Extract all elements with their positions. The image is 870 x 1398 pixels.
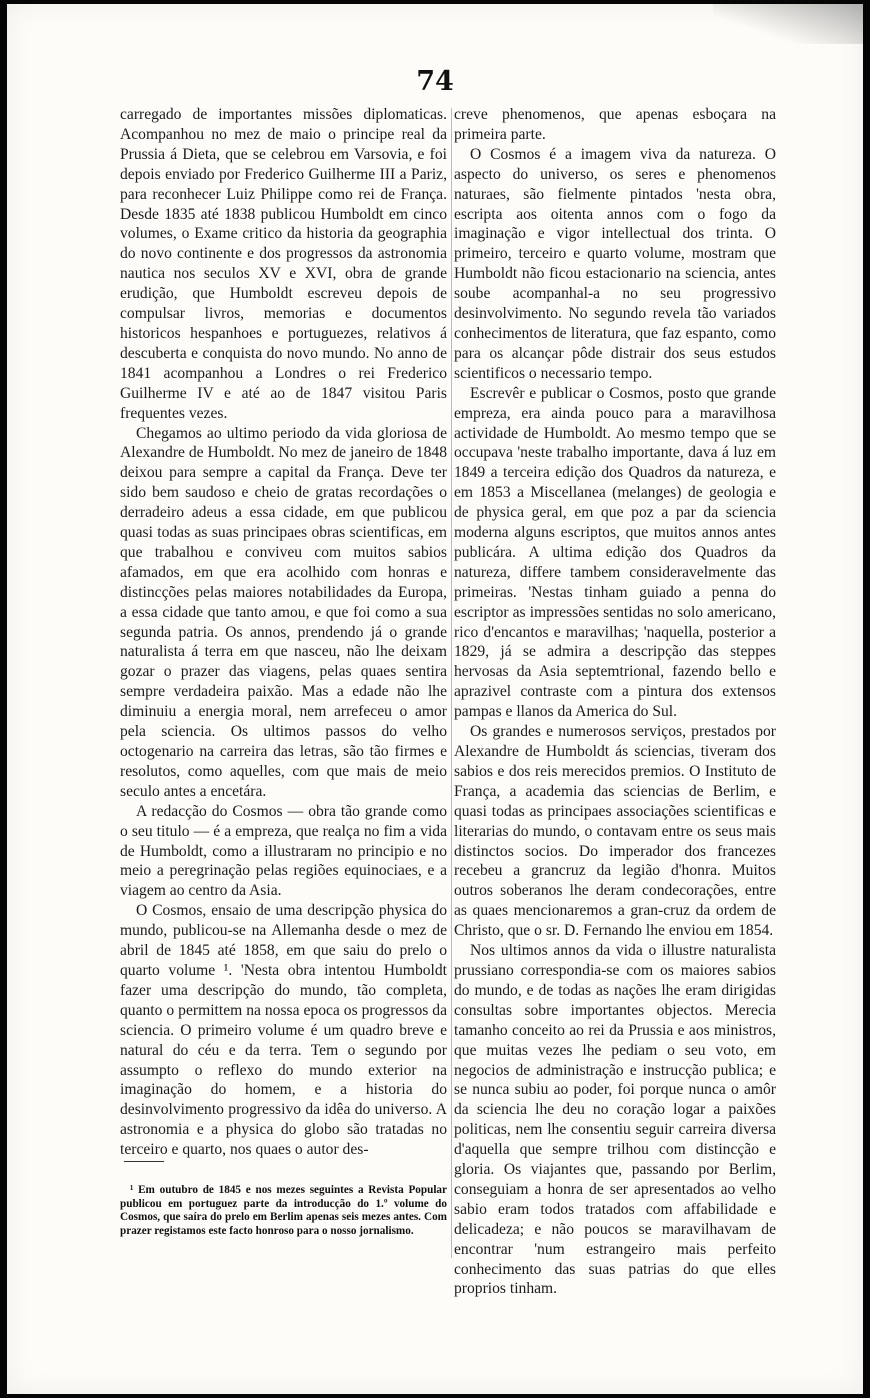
footnote-block (120, 1184, 447, 1238)
paragraph: carregado de importantes missões diplomaticas. Acompanhou no mez de maio o principe real da Prussia á Dieta, que se celebrou em Varsovia, e foi depois enviado por Frederico Guilherme III a Pariz, para reconhecer Luiz Philippe como rei de França. Desde 1835 até 1838 publicou Humboldt em cinco volumes, o Exame critico da historia da geographia do novo continente e dos progressos da astronomia nautica nos seculos XV e XVI, obra de grande erudição, que Humboldt escreveu depois de compulsar livros, memorias e documentos historicos hespanhoes e portuguezes, relativos á descuberta e conquista do novo mundo. No anno de 1841 acompanhou a Londres o rei Frederico Guilherme IV e até ao de 1847 visitou Paris frequentes vezes. (120, 106, 447, 422)
paragraph: Nos ultimos annos da vida o illustre naturalista prussiano correspondia-se com os maiores sabios do mundo, e de todas as nações lhe eram dirigidas consultas sobre importantes objectos. Merecia tamanho conceito ao rei da Prussia e aos ministros, que muitas vezes lhe pediam o seu voto, em negocios de administração e instrucção publica; e se nunca subiu ao poder, foi porque nunca o amôr da sciencia lhe deu no coração logar a paixões politicas, nem lhe consentiu seguir carreira diversa d'aquella que sempre trilhou com distincção e gloria. Os viajantes que, passando por Berlim, conseguiam a honra de ser apresentados ao velho sabio eram todos tratados com affabilidade e delicadeza; e não poucos se maravilhavam de encontrar 'num estrangeiro mais perfeito conhecimento das suas patrias do que elles proprios tinham. (454, 942, 776, 1298)
right-column (454, 105, 776, 1299)
page-number: 74 (416, 66, 454, 97)
paragraph: Chegamos ao ultimo periodo da vida gloriosa de Alexandre de Humboldt. No mez de janeiro de 1848 deixou para sempre a capital da França. Deve ter sido bem saudoso e cheio de gratas recordações o derradeiro adeus a essa cidade, em que publicou quasi todas as suas principaes obras scientificas, em que trabalhou e conviveu com muitos sabios afamados, em que era acolhido com honras e distincções pelas maiores notabilidades da Europa, a essa cidade que tanto amou, e que foi como a sua segunda patria. Os annos, prendendo já o grande naturalista á terra em que nasceu, não lhe deixam gozar o prazer das viagens, pelas quaes sentira sempre verdadeira paixão. Mas a edade não lhe diminuiu a energia moral, nem arrefeceu o amor pela sciencia. Os ultimos passos do velho octogenario na carreira das letras, são tão firmes e resolutos, como aquelles, com que mais de meio seculo antes a encetára. (120, 424, 447, 800)
footnote-separator (124, 1161, 164, 1162)
column-divider (451, 108, 452, 1258)
left-column (120, 105, 447, 1160)
paragraph: O Cosmos é a imagem viva da natureza. O aspecto do universo, os seres e phenomenos naturaes, são fielmente pintados 'nesta obra, escripta aos oitenta annos com o fogo da imaginação e vigor intellectual dos trinta. O primeiro, terceiro e quarto volume, mostram que Humboldt não ficou estacionario na sciencia, antes soube acompanhal-a no seu progressivo desinvolvimento. No segundo revela tão variados conhecimentos de literatura, que faz espanto, como para os alcançar pôde distrair dos seus estudos scientificos o necessario tempo. (454, 145, 776, 382)
paragraph: O Cosmos, ensaio de uma descripção physica do mundo, publicou-se na Allemanha desde o mez de abril de 1845 até 1858, em que saiu do prelo o quarto volume ¹. 'Nesta obra intentou Humboldt fazer uma descripção do mundo, tão completa, quanto o permittem na nossa epoca os progressos da sciencia. O primeiro volume é um quadro breve e natural do céu e da terra. Tem o segundo por assumpto o reflexo do mundo exterior na imaginação do homem, e a historia do desinvolvimento progressivo da idêa do universo. A astronomia e a physica do globo são tratadas no terceiro e quarto, nos quaes o autor des- (120, 902, 447, 1159)
paragraph: A redacção do Cosmos — obra tão grande como o seu titulo — é a empreza, que realça no fim a vida de Humboldt, como a illustraram no principio e no meio a peregrinação pelas regiões equinociaes, e a viagem ao centro da Asia. (120, 802, 447, 900)
document-page (7, 4, 863, 1394)
paragraph: Escrevêr e publicar o Cosmos, posto que grande empreza, era ainda pouco para a maravilhosa actividade de Humboldt. Ao mesmo tempo que se occupava 'neste trabalho importante, dava á luz em 1849 a terceira edição dos Quadros da natureza, e em 1853 a Miscellanea (melanges) de geologia e de physica geral, em que poz a par da sciencia moderna alguns escriptos, que muitos annos antes publicára. A ultima edição dos Quadros da natureza, differe tambem consideravelmente das primeiras. 'Nestas tinham guiado a penna do escriptor as impressões sentidas no solo americano, rico d'encantos e maravilhas; 'naquella, posterior a 1829, já se admira a descripção das steppes hervosas da Asia septemtrional, fazendo bello e aprazivel contraste com a pintura dos extensos pampas e llanos da America do Sul. (454, 384, 776, 721)
scan-shadow (713, 4, 863, 44)
paragraph: creve phenomenos, que apenas esboçara na primeira parte. (454, 106, 776, 143)
paragraph: Os grandes e numerosos serviços, prestados por Alexandre de Humboldt ás sciencias, tiveram dos sabios e dos reis merecidos premios. O Instituto de França, a academia das sciencias de Berlim, e quasi todas as principaes associações scientificas e literarias do mundo, o contavam entre os seus mais distinctos socios. Do imperador dos francezes recebeu a grancruz da legião d'honra. Muitos outros soberanos lhe deram condecorações, entre as quaes mencionaremos a gran-cruz da ordem de Christo, que o sr. D. Fernando lhe enviou em 1854. (454, 723, 776, 940)
footnote: ¹ Em outubro de 1845 e nos mezes seguintes a Revista Popular publicou em portuguez parte da introducção do 1.º volume do Cosmos, que saíra do prelo em Berlim apenas seis mezes antes. Com prazer registamos este facto honroso para o nosso jornalismo. (120, 1184, 447, 1237)
